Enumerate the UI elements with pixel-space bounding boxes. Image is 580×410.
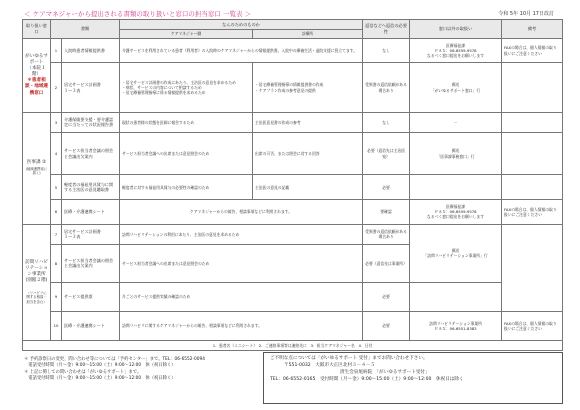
document-name: 居宅サービス計画書 １～３表 bbox=[62, 63, 120, 112]
office-ward bbox=[23, 112, 51, 224]
document-name: サービス担当者会議の照会と会議出欠案内 bbox=[62, 132, 120, 175]
row-number: 1 bbox=[51, 38, 62, 63]
row-number: 5 bbox=[51, 175, 62, 200]
document-name: 医療・介護連携シート bbox=[62, 199, 120, 224]
caremanager-purpose: サービス担当者会議への出席または意見照会のため bbox=[120, 244, 363, 282]
table-row bbox=[23, 282, 563, 311]
caremanager-purpose: ケアマネジャーからの報告、相談事項などに利用されます。 bbox=[120, 199, 363, 224]
table-row bbox=[23, 311, 563, 340]
contact-line: ご不明な点については「がいゆるサポート 受付」までお問い合わせ下さい。 bbox=[270, 356, 428, 361]
contact-address: 〒551-0032 大阪市大正区北村３－４－５ bbox=[284, 363, 376, 369]
caremanager-purpose: ・居宅サービス計画書の作成にあたり、主治医の意見を求めるため ・病状、サービスの内容について相談するため ・居宅療養管理指導に係る情報提供を求めるため bbox=[120, 63, 253, 112]
return-needed: 必要 bbox=[363, 282, 410, 311]
office-sub: (別館２階) bbox=[25, 278, 48, 284]
revision-date: 令和 5年 10月 17日改訂 bbox=[498, 11, 554, 17]
return-needed: 必要 bbox=[363, 311, 410, 340]
document-name: 医療・介護連携シート bbox=[62, 311, 120, 340]
header-return: 返信などへ返信の必要性 bbox=[363, 20, 410, 39]
document-handling-table bbox=[22, 19, 563, 351]
document-name: 介護保険要支援・要介護認定に当たっての状況報告書 bbox=[62, 112, 120, 132]
footer-notes bbox=[24, 357, 256, 383]
row-note bbox=[502, 224, 563, 311]
row-note bbox=[502, 63, 563, 112]
table-row bbox=[23, 224, 563, 244]
row-note: FAXの場合は、個人情報の取り扱いにご注意ください bbox=[502, 199, 563, 224]
caremanager-purpose: 訪問リハビリテーションの利用にあたり、主治医の意見を求めるため bbox=[120, 224, 363, 244]
caremanager-purpose: 現状の患者様の状態を医師に報告するため bbox=[120, 112, 253, 132]
table-row bbox=[23, 63, 563, 112]
footer-line: 電話受付時間（月～金）9:00～15:00（土）9:00～12:00 休（祝日除く） bbox=[24, 363, 176, 369]
contact-phone: TEL：06-6552-0165 受付時間（月～金）9:00～15:00（土）9:00～12:00 休祝日は除く bbox=[270, 377, 464, 383]
office-support bbox=[23, 38, 51, 112]
table-row bbox=[23, 38, 563, 63]
office-rehab bbox=[23, 224, 51, 340]
row-number: 8 bbox=[51, 244, 62, 282]
row-number: 3 bbox=[51, 112, 62, 132]
return-needed: 必要（返信先は主治医宛） bbox=[363, 132, 410, 175]
document-name: 居宅サービス計画書 １～３表 bbox=[62, 224, 120, 244]
clinic-purpose: ・居宅療養管理指導の情報提供書の作成 ・ケアプラン作成の参考意見の提供 bbox=[253, 63, 363, 112]
caremanager-purpose: 軽度者に対する福祉用具貸与の必要性の確認のため bbox=[120, 175, 253, 200]
office-alt: （リハビリに関する相談・担当を含む） bbox=[26, 290, 47, 304]
clinic-purpose: 主治医意見書の作成の参考 bbox=[253, 112, 363, 132]
row-number: 7 bbox=[51, 224, 62, 244]
document-name: 軽度者の福祉用具貸与に関する主治医の意見聴取書 bbox=[62, 175, 120, 200]
row-number: 6 bbox=[51, 199, 62, 224]
table-bottom-row bbox=[23, 340, 563, 350]
return-needed: 必要 bbox=[363, 175, 410, 200]
document-name: サービス提供票 bbox=[62, 282, 120, 311]
footer-line: ＊ 予約診察日の変更、問い合わせ等については「予約センター」まで。TEL：06-6552-0094 bbox=[24, 357, 205, 362]
table-row bbox=[23, 175, 563, 200]
window-handling: 医療福祉課 ＦＡＸ：06-6559-9578 なるべく窓口提出をお願いします bbox=[410, 38, 502, 63]
return-needed: 受領書の返信依頼がある場合あり bbox=[363, 224, 410, 244]
required-items-note: 1．患者名（ミニシート） 2．ご連絡事項等は連絡先に 3．担当ケアマネジャー名 4．日付 bbox=[23, 340, 563, 350]
header-note: 備考 bbox=[502, 20, 563, 39]
row-number: 10 bbox=[51, 311, 62, 340]
return-needed: 必要（返信先は事業所） bbox=[363, 244, 410, 282]
header-office: 取り扱い窓口 bbox=[23, 20, 51, 39]
return-needed: なし bbox=[363, 38, 410, 63]
row-note bbox=[502, 132, 563, 175]
window-handling: 郵送 「がいゆるサポート窓口」行 bbox=[410, 63, 502, 112]
footer-line: 電話受付時間（月～金）9:00～15:00（土）9:00～12:00 休（祝日除く） bbox=[24, 376, 176, 382]
office-label: 訪問リハビリテーション事業所 bbox=[25, 259, 48, 278]
window-handling bbox=[410, 282, 502, 311]
window-handling bbox=[410, 175, 502, 200]
header-clinic: 診療所 bbox=[253, 29, 363, 38]
caremanager-purpose: 訪問リハビリに関するケアマネジャーからの報告、相談事項などに利用されます。 bbox=[120, 311, 363, 340]
table-row bbox=[23, 132, 563, 175]
row-note: FAXの場合は、個人情報の取り扱いにご注意ください bbox=[502, 38, 563, 63]
header-window: 窓口以外の取扱い bbox=[410, 20, 502, 39]
row-number: 4 bbox=[51, 132, 62, 175]
table-row bbox=[23, 199, 563, 224]
contact-box bbox=[263, 352, 563, 404]
caremanager-purpose: 月ごとのサービス提供実績の確認のため bbox=[120, 282, 363, 311]
clinic-purpose: 出席の可否、または照会に対する回答 bbox=[253, 132, 363, 175]
office-sub: （本院１階） bbox=[27, 65, 46, 78]
row-note bbox=[502, 112, 563, 132]
row-note bbox=[502, 175, 563, 200]
footer-line: ＊ 上記に関しての問い合わせは「がいゆるサポート」まで。 bbox=[24, 369, 142, 375]
caremanager-purpose: 介護サービスを利用されている患者（利用者）の入院時のケアマネジャーからの情報提供書。入院中の療養生活・退院支援に役立てます。 bbox=[120, 38, 363, 63]
document-name: 入院時患者情報提供書 bbox=[62, 38, 120, 63]
office-label: 医事課 ② bbox=[26, 160, 47, 166]
window-handling: 郵送 「医事課事務窓口」行 bbox=[410, 132, 502, 175]
page-title: ＜ ケアマネジャーから提出される書類の取り扱いと窓口の担当窓口 一覧表 ＞ bbox=[24, 10, 252, 18]
header-docs: 書類 bbox=[51, 20, 120, 39]
return-needed: なし bbox=[363, 112, 410, 132]
window-handling: 医療福祉課 ＦＡＸ：06-6559-9578 なるべく窓口提出をお願いします bbox=[410, 199, 502, 224]
contact-org: 済生会泉尾病院 「がいゆるサポート受付」 bbox=[340, 370, 430, 376]
caremanager-purpose: サービス担当者会議への出席または意見照会のため bbox=[120, 132, 253, 175]
clinic-purpose: 主治医の意見の記載 bbox=[253, 175, 363, 200]
office-red-note: ＊患者相談・地域連携窓口 bbox=[25, 78, 48, 96]
table-row bbox=[23, 112, 563, 132]
return-needed: 要確認 bbox=[363, 199, 410, 224]
office-sub: (地域連携室に届く) bbox=[25, 166, 48, 176]
window-handling: 訪問リハビリテーション事業所 ＦＡＸ：06-6551-8383 bbox=[410, 311, 502, 340]
window-handling: － bbox=[410, 112, 502, 132]
window-handling: 郵送 「訪問リハビリテーション事業所」行 bbox=[410, 224, 502, 282]
table-header-row bbox=[23, 20, 563, 30]
office-label: がいゆるサポート bbox=[25, 53, 48, 65]
header-purpose: なんのためのものか bbox=[120, 20, 363, 30]
row-number: 9 bbox=[51, 282, 62, 311]
header-caremanager: ケアマネジャー側 bbox=[120, 29, 253, 38]
row-note: FAXの場合は、個人情報の取り扱いにご注意ください bbox=[502, 311, 563, 340]
row-number: 2 bbox=[51, 63, 62, 112]
document-name: サービス担当者会議の照会と会議出欠案内 bbox=[62, 244, 120, 282]
return-needed: 受領書の返信依頼がある場合あり bbox=[363, 63, 410, 112]
